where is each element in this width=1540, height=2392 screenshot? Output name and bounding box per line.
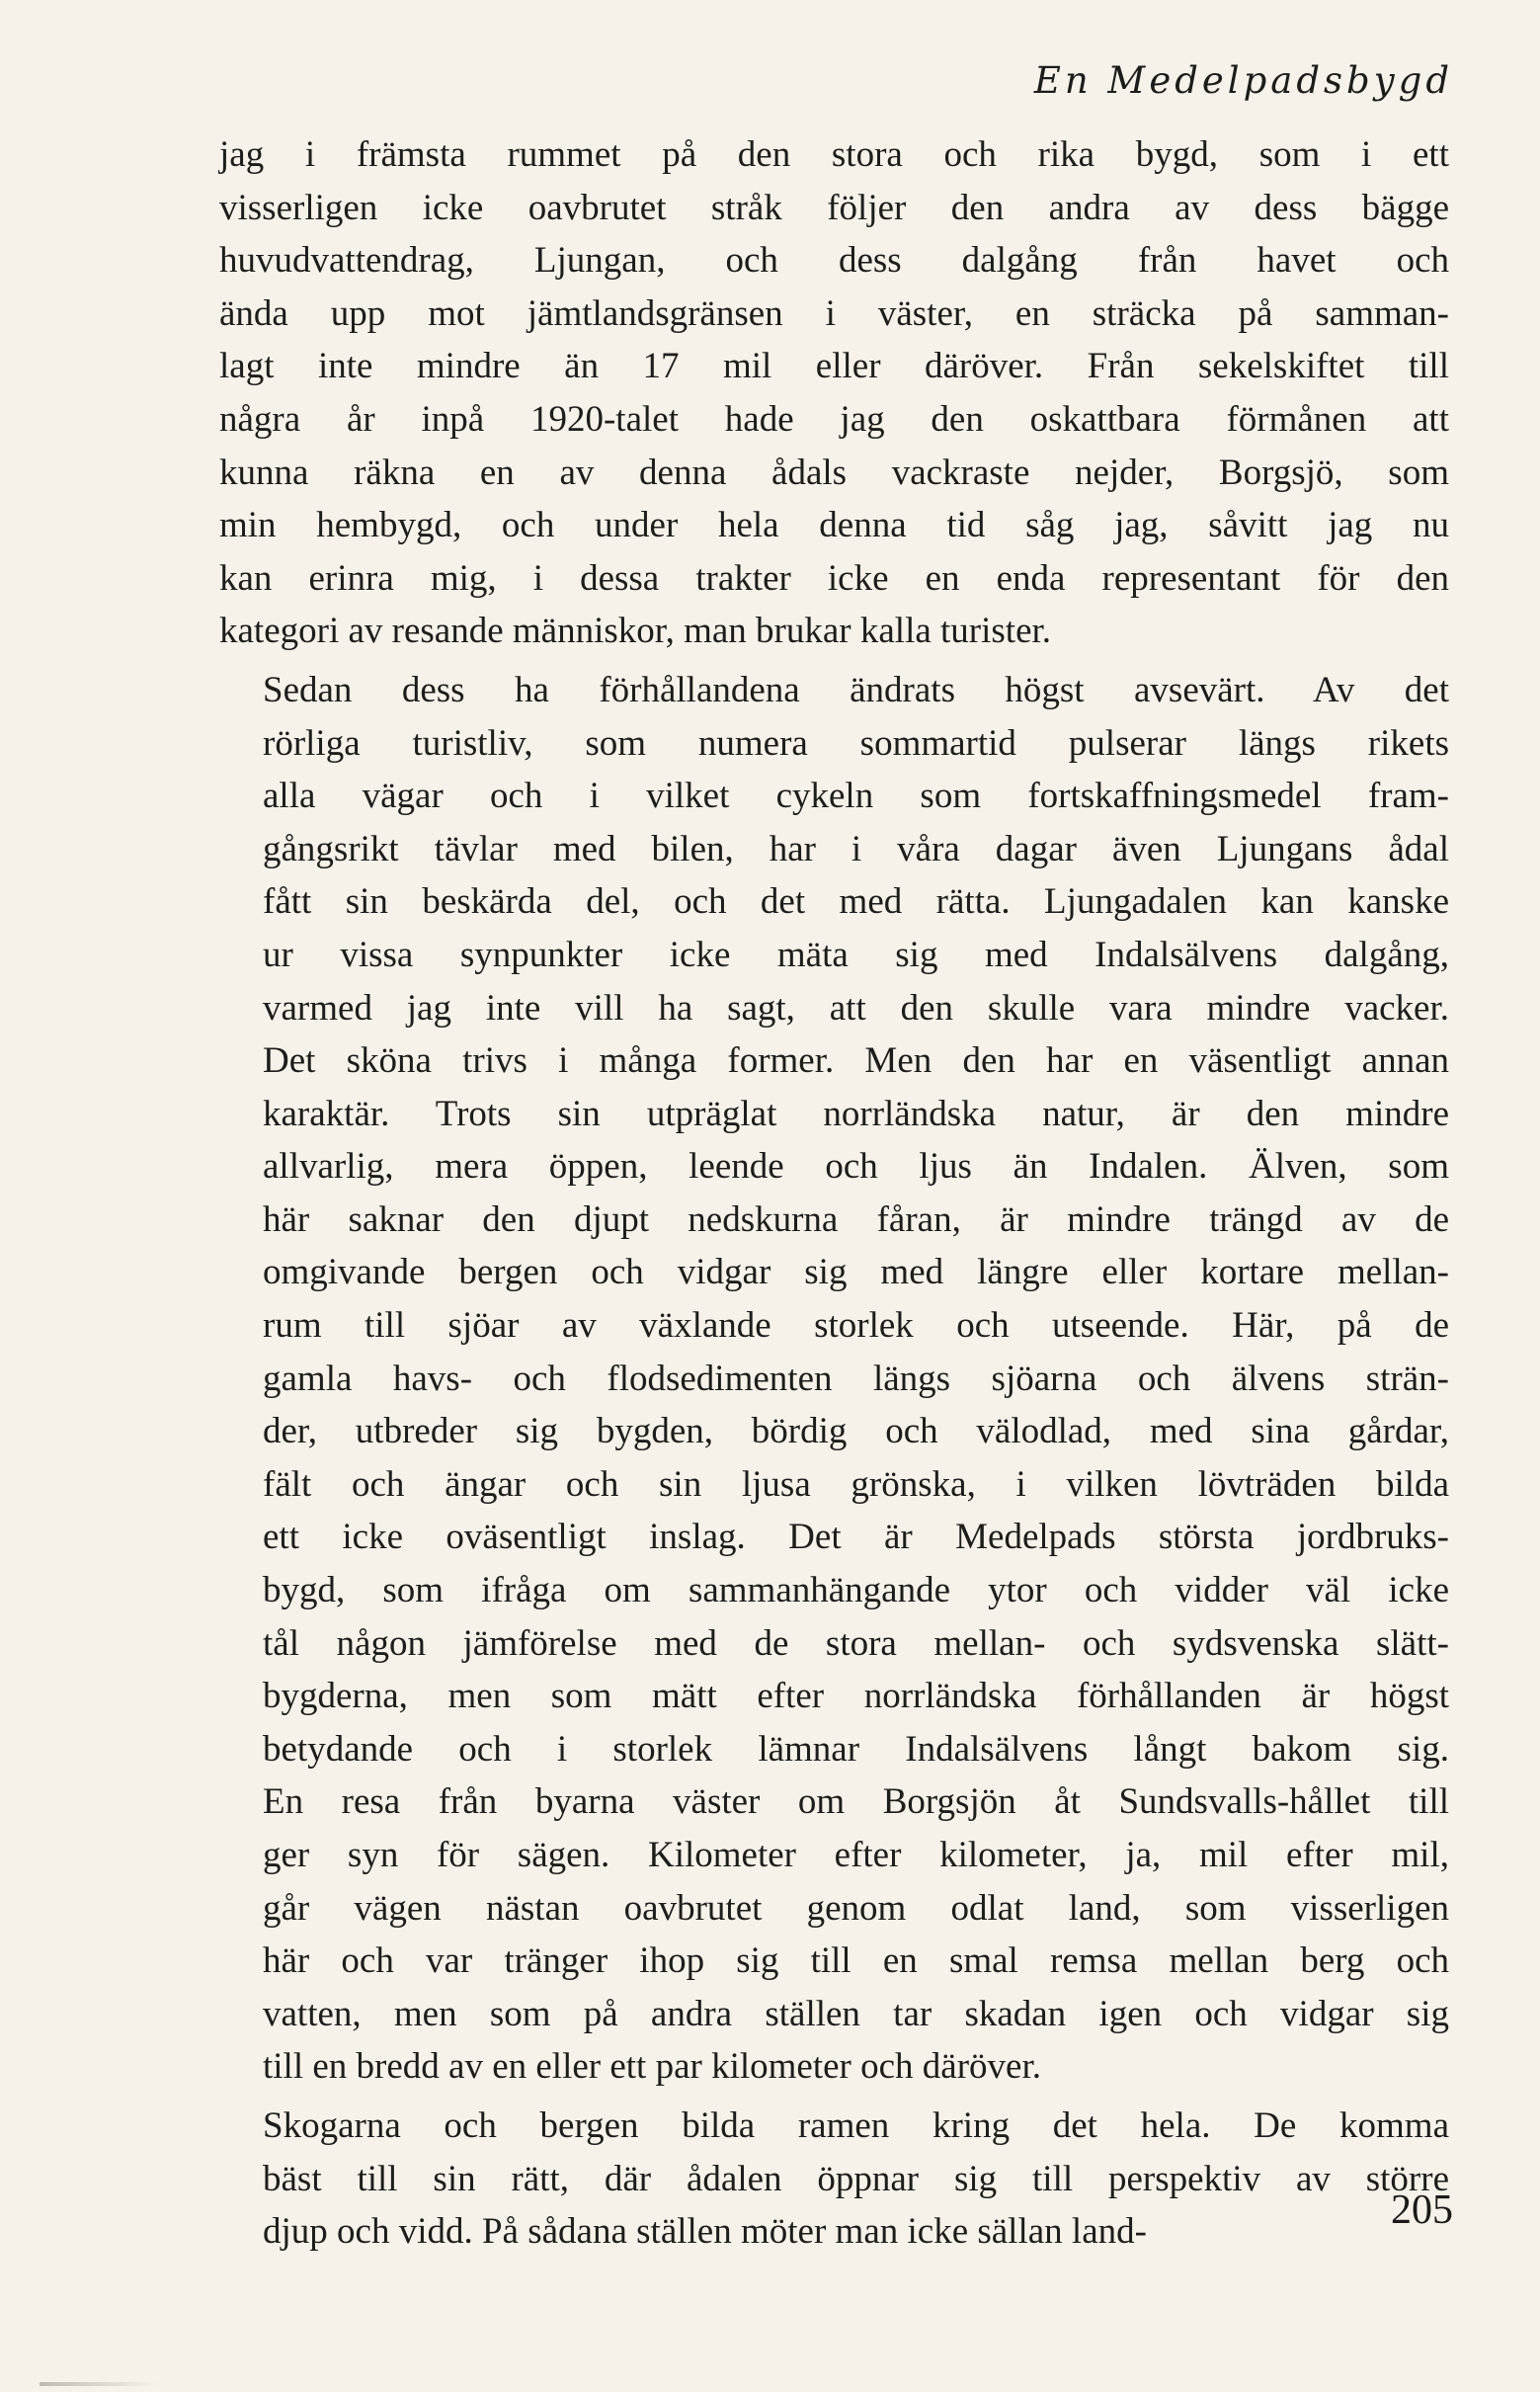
text-line: fält och ängar och sin ljusa grönska, i vilken lövträden bilda xyxy=(263,1463,1449,1505)
text-line: tål någon jämförelse med de stora mellan- och sydsvenska slätt- xyxy=(263,1622,1449,1664)
scan-edge-mark xyxy=(40,2382,158,2386)
text-line: här saknar den djupt nedskurna fåran, är mindre trängd av de xyxy=(263,1198,1449,1240)
text-line: karaktär. Trots sin utpräglat norrländska natur, är den mindre xyxy=(263,1093,1449,1134)
text-line: bygd, som ifråga om sammanhängande ytor och vidder väl icke xyxy=(263,1570,1449,1611)
text-line: går vägen nästan oavbrutet genom odlat land, som visserligen xyxy=(263,1887,1449,1929)
text-line: alla vägar och i vilket cykeln som fortskaffningsmedel fram- xyxy=(263,776,1449,817)
text-line: lagt inte mindre än 17 mil eller däröver. Från sekelskiftet till xyxy=(219,346,1449,387)
text-line: här och var tränger ihop sig till en smal remsa mellan berg och xyxy=(263,1940,1449,1982)
text-line: ger syn för sägen. Kilometer efter kilometer, ja, mil efter mil, xyxy=(263,1835,1449,1875)
text-line: visserligen icke oavbrutet stråk följer den andra av dess bägge xyxy=(219,187,1449,228)
text-line: jag i främsta rummet på den stora och rika bygd, som i ett xyxy=(219,134,1449,175)
text-line: rörliga turistliv, som numera sommartid pulserar längs rikets xyxy=(263,722,1449,764)
text-line: kan erinra mig, i dessa trakter icke en enda representant för den xyxy=(219,557,1449,599)
text-line: några år inpå 1920-talet hade jag den oskattbara förmånen att xyxy=(219,398,1449,440)
text-line: ända upp mot jämtlandsgränsen i väster, en sträcka på samman- xyxy=(219,292,1449,334)
text-line: fått sin beskärda del, och det med rätta. Ljungadalen kan kanske xyxy=(263,881,1449,923)
text-line: Skogarna och bergen bilda ramen kring det hela. De komma xyxy=(263,2104,1449,2146)
text-line: kunna räkna en av denna ådals vackraste nejder, Borgsjö, som xyxy=(219,452,1449,493)
text-line: betydande och i storlek lämnar Indalsälvens långt bakom sig. xyxy=(263,1728,1449,1770)
text-line: gamla havs- och flodsedimenten längs sjöarna och älvens strän- xyxy=(263,1358,1449,1399)
text-line: varmed jag inte vill ha sagt, att den skulle vara mindre vacker. xyxy=(263,987,1449,1029)
text-line: der, utbreder sig bygden, bördig och välodlad, med sina gårdar, xyxy=(263,1411,1449,1452)
text-line: min hembygd, och under hela denna tid såg jag, såvitt jag nu xyxy=(219,505,1449,546)
text-line: rum till sjöar av växlande storlek och utseende. Här, på de xyxy=(263,1305,1449,1347)
text-line: ett icke oväsentligt inslag. Det är Medelpads största jordbruks- xyxy=(263,1517,1449,1558)
paragraph-2 xyxy=(219,664,1449,2094)
text-line: ur vissa synpunkter icke mäta sig med Indalsälvens dalgång, xyxy=(263,934,1449,975)
text-line: Sedan dess ha förhållandena ändrats högst avsevärt. Av det xyxy=(263,669,1449,710)
paragraph-1 xyxy=(219,128,1449,658)
body-text xyxy=(219,128,1449,2259)
text-line: Det sköna trivs i många former. Men den har en väsentligt annan xyxy=(263,1040,1449,1082)
text-line: bygderna, men som mätt efter norrländska förhållanden är högst xyxy=(263,1676,1449,1717)
text-line: gångsrikt tävlar med bilen, har i våra dagar även Ljungans ådal xyxy=(263,828,1449,869)
text-line: bäst till sin rätt, där ådalen öppnar sig till perspektiv av större xyxy=(263,2158,1449,2199)
text-line: vatten, men som på andra ställen tar skadan igen och vidgar sig xyxy=(263,1993,1449,2034)
text-line: kategori av resande människor, man brukar kalla turister. xyxy=(219,611,1052,652)
page-number: 205 xyxy=(1391,2187,1453,2233)
text-line: omgivande bergen och vidgar sig med längre eller kortare mellan- xyxy=(263,1252,1449,1293)
text-line: En resa från byarna väster om Borgsjön åt Sundsvalls-hållet till xyxy=(263,1781,1449,1823)
paragraph-3 xyxy=(219,2100,1449,2259)
text-line: djup och vidd. På sådana ställen möter man icke sällan land- xyxy=(263,2211,1147,2253)
text-line: till en bredd av en eller ett par kilometer och däröver. xyxy=(263,2046,1041,2088)
running-head: En Medelpadsbygd xyxy=(1033,59,1453,102)
text-line: allvarlig, mera öppen, leende och ljus än Indalen. Älven, som xyxy=(263,1146,1449,1188)
text-line: huvudvattendrag, Ljungan, och dess dalgång från havet och xyxy=(219,240,1449,282)
